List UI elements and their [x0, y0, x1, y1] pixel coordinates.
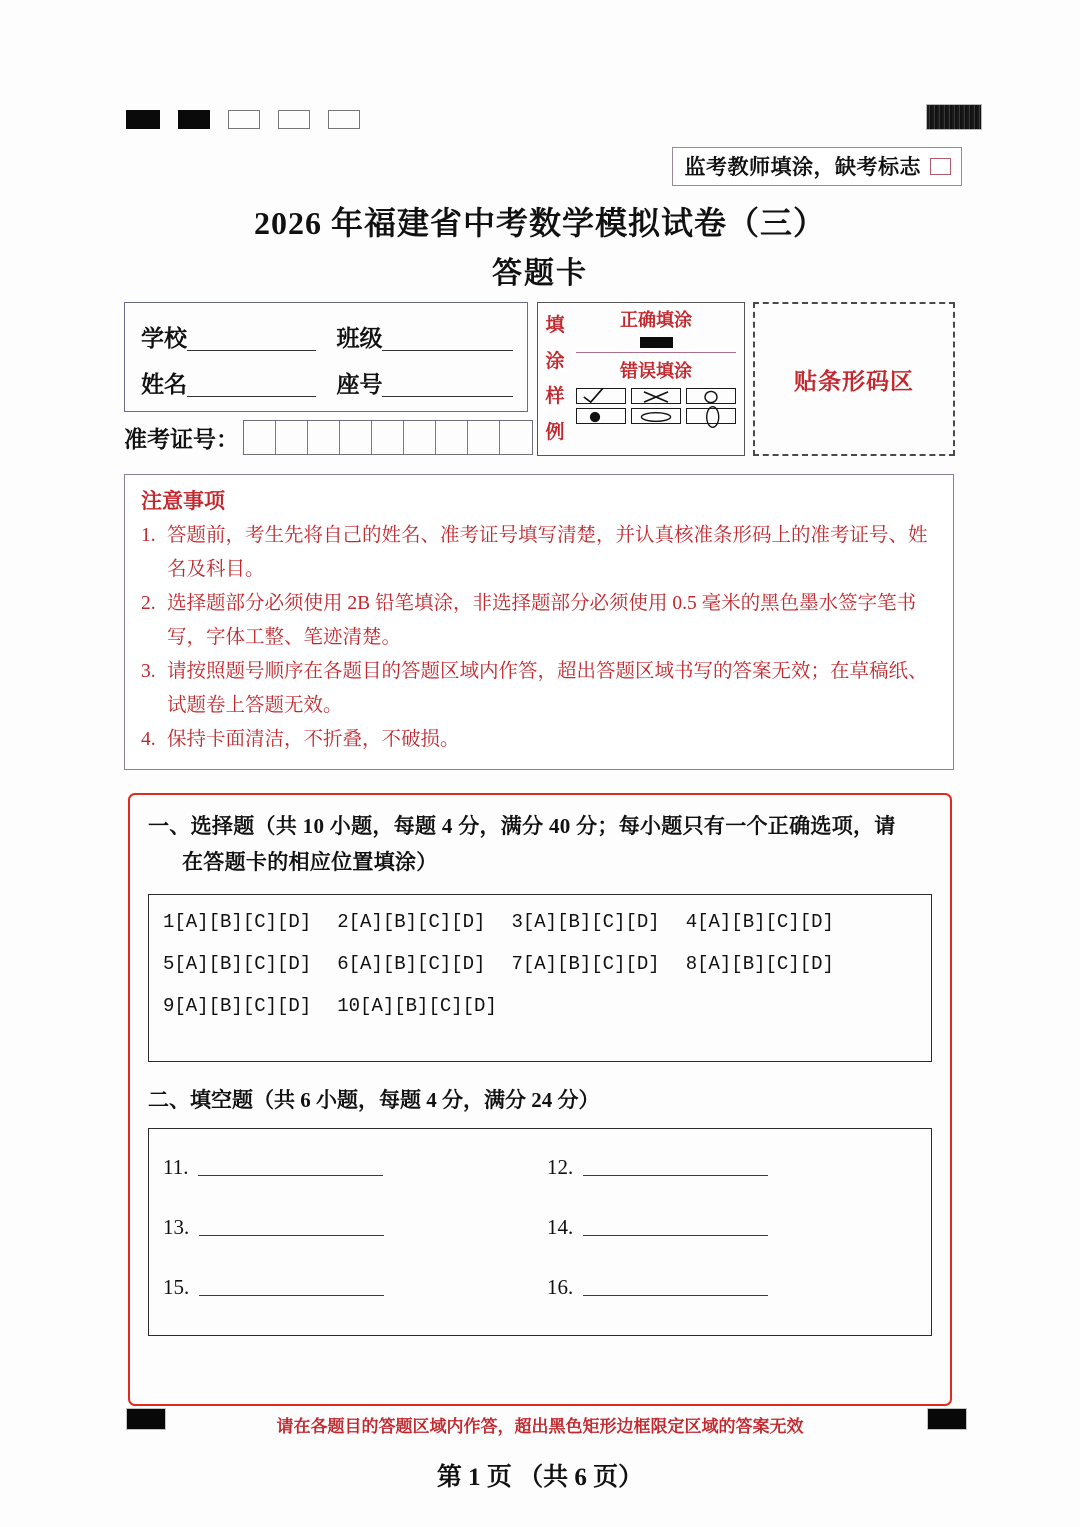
blank-number: 13. — [163, 1215, 190, 1240]
blank-cell — [547, 1275, 931, 1301]
filled-dot-mark-icon — [576, 408, 626, 424]
blank-cell — [547, 1155, 931, 1181]
choice-item-6[interactable]: 6[A][B][C][D] — [337, 953, 486, 976]
vertical-ellipse-mark-icon — [686, 408, 736, 424]
ticket-cell[interactable] — [244, 421, 276, 454]
blank-answer-line[interactable] — [199, 1234, 384, 1236]
blank-cell — [163, 1275, 547, 1301]
choice-row — [163, 995, 931, 1017]
choice-item-4[interactable]: 4[A][B][C][D] — [685, 911, 834, 934]
notice-item — [141, 519, 935, 586]
ticket-number-cells[interactable] — [243, 420, 533, 455]
school-input[interactable] — [187, 349, 316, 351]
notice-list — [141, 519, 935, 757]
fill-sample-divider — [576, 352, 736, 353]
notice-item-number: 1. — [141, 525, 156, 546]
blank-row — [163, 1275, 931, 1301]
choice-section-heading — [148, 809, 932, 880]
seat-label: 座号 — [336, 372, 383, 397]
ticket-number-label: 准考证号： — [124, 427, 239, 452]
wrong-fill-title: 错误填涂 — [620, 361, 692, 381]
cross-mark-icon — [631, 388, 681, 404]
answer-area-frame — [128, 793, 952, 1406]
choice-item-7[interactable]: 7[A][B][C][D] — [511, 953, 660, 976]
ticket-cell[interactable] — [308, 421, 340, 454]
notice-item — [141, 655, 935, 722]
notice-item-number: 4. — [141, 729, 156, 751]
correct-fill-title: 正确填涂 — [620, 310, 692, 330]
blank-number: 14. — [547, 1215, 574, 1240]
student-info-box — [124, 302, 528, 412]
page-subtitle: 答题卡 — [492, 257, 588, 290]
absent-checkbox[interactable] — [930, 158, 951, 175]
choice-item-2[interactable]: 2[A][B][C][D] — [337, 911, 486, 934]
barcode-paste-area — [753, 302, 955, 456]
notice-item-text: 选择题部分必须使用 2B 铅笔填涂，非选择题部分必须使用 0.5 毫米的黑色墨水签字笔书写，字体工整、笔迹清楚。 — [167, 593, 917, 648]
notice-item-text: 答题前，考生先将自己的姓名、准考证号填写清楚，并认真核准条形码上的准考证号、姓名及科目。 — [167, 525, 928, 580]
choice-heading-line1: 一、选择题（共 10 小题，每题 4 分，满分 40 分；每小题只有一个正确选项，请 — [148, 814, 896, 838]
timing-mark-3 — [228, 110, 260, 129]
notice-item-text: 保持卡面清洁，不折叠，不破损。 — [167, 729, 460, 751]
choice-row — [163, 911, 931, 933]
blank-number: 12. — [547, 1155, 574, 1180]
blank-cell — [163, 1155, 547, 1181]
name-input[interactable] — [187, 395, 316, 397]
supervisor-absent-box — [672, 147, 963, 186]
notice-title: 注意事项 — [141, 490, 225, 513]
ellipse-mark-icon — [631, 408, 681, 424]
school-label: 学校 — [141, 326, 187, 351]
blank-section-heading: 二、填空题（共 6 小题，每题 4 分，满分 24 分） — [148, 1088, 600, 1113]
seat-input[interactable] — [382, 395, 513, 397]
blank-answer-line[interactable] — [583, 1174, 768, 1176]
choice-item-1[interactable]: 1[A][B][C][D] — [163, 911, 312, 934]
choice-item-9[interactable]: 9[A][B][C][D] — [163, 995, 312, 1018]
info-row-name-seat — [141, 357, 513, 403]
fill-sample-side-label — [538, 303, 572, 455]
blank-answer-line[interactable] — [198, 1174, 383, 1176]
ticket-cell[interactable] — [436, 421, 468, 454]
timing-marks-row — [126, 110, 360, 129]
timing-mark-1 — [126, 110, 160, 129]
fill-sample-side-char: 例 — [545, 421, 565, 443]
ticket-cell[interactable] — [276, 421, 308, 454]
notice-item — [141, 723, 935, 757]
notice-box — [124, 474, 954, 770]
fill-sample-side-char: 样 — [545, 386, 565, 408]
blank-row — [163, 1155, 931, 1181]
choice-item-5[interactable]: 5[A][B][C][D] — [163, 953, 312, 976]
blank-number: 16. — [547, 1275, 574, 1300]
notice-item-number: 3. — [141, 661, 156, 683]
name-label: 姓名 — [141, 372, 187, 397]
notice-item — [141, 587, 935, 654]
blank-cell — [547, 1215, 931, 1241]
blank-answer-line[interactable] — [583, 1294, 768, 1296]
corner-registration-block — [926, 104, 982, 130]
ticket-cell[interactable] — [404, 421, 436, 454]
choice-heading-line2: 在答题卡的相应位置填涂） — [182, 849, 438, 874]
fill-sample-side-char: 填 — [545, 315, 565, 337]
check-mark-icon — [576, 388, 626, 404]
info-row-school-class — [141, 311, 513, 357]
blank-row — [163, 1215, 931, 1241]
fill-sample-side-char: 涂 — [545, 350, 565, 372]
timing-mark-5 — [328, 110, 360, 129]
choice-item-10[interactable]: 10[A][B][C][D] — [337, 995, 497, 1018]
choice-answer-box[interactable] — [148, 894, 932, 1062]
ticket-cell[interactable] — [372, 421, 404, 454]
class-label: 班级 — [336, 326, 383, 351]
blank-number: 15. — [163, 1275, 190, 1300]
ticket-cell[interactable] — [340, 421, 372, 454]
ticket-cell[interactable] — [468, 421, 500, 454]
ticket-number-row — [124, 420, 533, 455]
wrong-fill-marks — [574, 388, 738, 424]
blank-cell — [163, 1215, 547, 1241]
page-number: 第 1 页 （共 6 页） — [436, 1464, 644, 1491]
blank-answer-box[interactable] — [148, 1128, 932, 1336]
timing-mark-2 — [178, 110, 210, 129]
correct-fill-mark — [574, 337, 738, 348]
timing-mark-4 — [278, 110, 310, 129]
choice-row — [163, 953, 931, 975]
notice-item-number: 2. — [141, 593, 156, 615]
page-title: 2026 年福建省中考数学模拟试卷（三） — [253, 205, 826, 241]
notice-item-text: 请按照题号顺序在各题目的答题区域内作答，超出答题区域书写的答案无效；在草稿纸、试题卷上答题无效。 — [167, 661, 928, 716]
supervisor-absent-label: 监考教师填涂，缺考标志 — [684, 155, 921, 179]
footer-note: 请在各题目的答题区域内作答，超出黑色矩形边框限定区域的答案无效 — [276, 1417, 804, 1436]
blank-answer-line[interactable] — [583, 1234, 768, 1236]
blank-number: 11. — [163, 1155, 189, 1180]
choice-item-3[interactable]: 3[A][B][C][D] — [511, 911, 660, 934]
class-input[interactable] — [382, 349, 513, 351]
barcode-paste-label: 贴条形码区 — [794, 368, 914, 394]
choice-item-8[interactable]: 8[A][B][C][D] — [685, 953, 834, 976]
fill-sample-content — [572, 303, 744, 455]
blank-answer-line[interactable] — [199, 1294, 384, 1296]
small-circle-mark-icon — [686, 388, 736, 404]
ticket-cell[interactable] — [500, 421, 532, 454]
fill-sample-box — [537, 302, 745, 456]
